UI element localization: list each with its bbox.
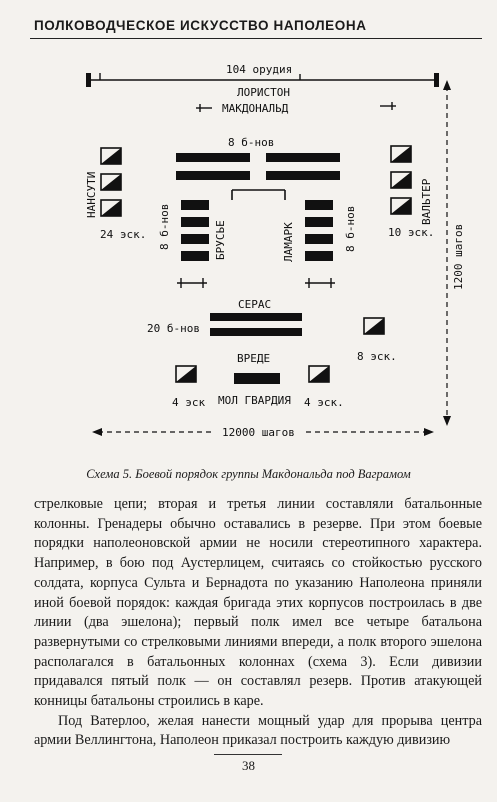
left-bottom-cavalry-label: 4 эск — [172, 396, 206, 409]
figure-caption: Схема 5. Боевой порядок группы Макдональда под Ваграмом — [86, 467, 411, 481]
serras-cavalry-label: 8 эск. — [357, 350, 397, 363]
left-bottom-cavalry — [176, 366, 196, 382]
left-cavalry — [101, 148, 121, 216]
left-cavalry-count: 24 эск. — [100, 228, 147, 241]
paragraph-2: Под Ватерлоо, желая нанести мощный удар для прорыва центра армии Веллингтона, Наполеон приказал построить каждую дивизию — [34, 712, 482, 749]
width-label: 12000 шагов — [222, 426, 295, 439]
header-rule — [30, 38, 482, 39]
lamarque-label: ЛАМАРК — [282, 222, 295, 262]
right-battalions-label: 8 б-нов — [344, 205, 357, 252]
young-guard-label: МОЛ ГВАРДИЯ — [218, 394, 291, 407]
running-header: ПОЛКОВОДЧЕСКОЕ ИСКУССТВО НАПОЛЕОНА — [34, 18, 367, 33]
right-bottom-cavalry — [309, 366, 329, 382]
paragraph-1: стрелковые цепи; вторая и третья линии составляли батальонные колонны. Гренадеры обычно оставались в резерве. При этом боевые порядки наполеоновской армии не носили стереотипного характера. Например, в бою под Аустерлицем, считаясь со стойкостью русского солдата, корпуса Сульта и Бернадота по указанию Наполеона приняли иной боевой порядок: каждая бригада этих корпусов построилась в две линии (два эшелона); первый полк имел все четыре батальона развернутыми со стрелковыми линиями впереди, а полк второго эшелона располагался в батальонных колоннах (схема 3). Если дивизии придавался пятый полк — он составлял резерв. Против атакующей конницы батальоны строились в каре. — [34, 496, 482, 710]
artillery-label: 104 орудия — [226, 63, 293, 76]
right-columns — [305, 200, 333, 261]
lauriston-label: ЛОРИСТОН — [237, 86, 290, 99]
right-bottom-cavalry-label: 4 эск. — [304, 396, 344, 409]
battle-order-diagram — [0, 40, 497, 460]
serras-cavalry — [364, 318, 384, 334]
right-cavalry-count: 10 эск. — [388, 226, 435, 239]
walther-label: ВАЛЬТЕР — [420, 178, 433, 225]
serras-lines — [210, 313, 302, 336]
top-columns — [176, 153, 340, 200]
depth-label: 1200 шагов — [452, 223, 465, 290]
page-number-rule — [214, 754, 282, 755]
left-battalions-label: 8 б-нов — [158, 203, 171, 250]
macdonald-label: МАКДОНАЛЬД — [222, 102, 289, 115]
top-battalions-label: 8 б-нов — [228, 136, 275, 149]
young-guard-block — [234, 373, 280, 384]
wrede-label: ВРЕДЕ — [237, 352, 271, 365]
right-cavalry — [391, 146, 411, 214]
serras-battalions-label: 20 б-нов — [147, 322, 200, 335]
left-columns — [181, 200, 209, 261]
nansouty-label: НАНСУТИ — [85, 171, 98, 218]
depth-scale — [443, 80, 451, 426]
body-text — [34, 495, 482, 751]
serras-label: СЕРАС — [238, 298, 272, 311]
artillery-marks-middle — [177, 278, 335, 288]
broussier-label: БРУСЬЕ — [214, 220, 227, 260]
page-number: 38 — [242, 758, 255, 773]
